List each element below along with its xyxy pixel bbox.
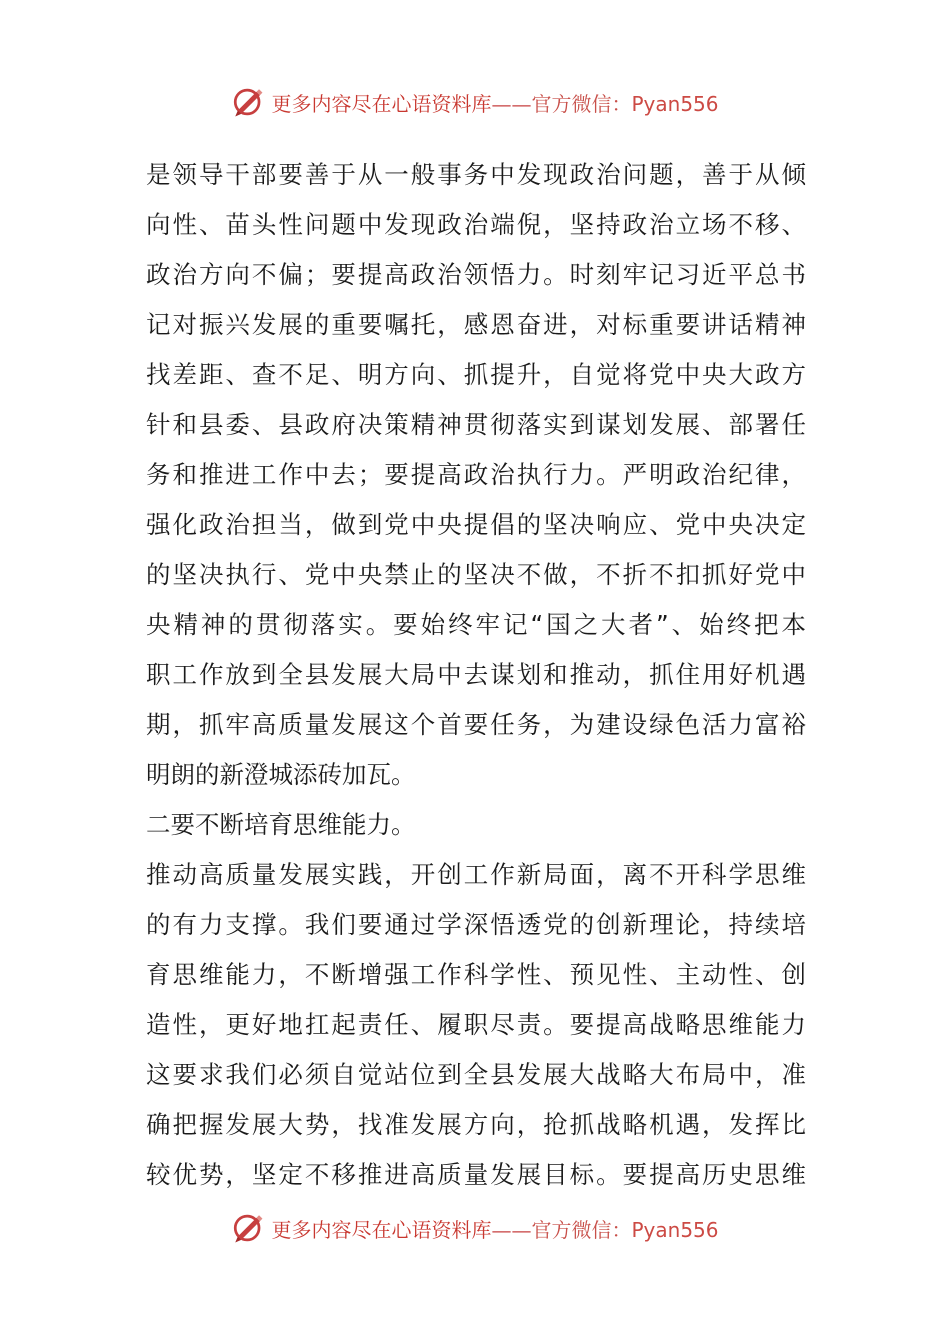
body-line: 推动高质量发展实践，开创工作新局面，离不开科学思维 xyxy=(146,860,806,889)
body-line: 的坚决执行、党中央禁止的坚决不做，不折不扣抓好党中 xyxy=(146,560,806,589)
footer-banner-text xyxy=(271,1214,718,1243)
body-line: 政治方向不偏；要提高政治领悟力。时刻牢记习近平总书 xyxy=(146,260,806,289)
footer-brand-text: 更多内容尽在心语资料库 xyxy=(271,1217,492,1242)
header-banner-text xyxy=(271,88,718,117)
header-wechat-label: 官方微信： xyxy=(531,91,632,116)
body-line: 造性，更好地扛起责任、履职尽责。要提高战略思维能力 xyxy=(146,1010,806,1039)
body-line: 的有力支撑。我们要通过学深悟透党的创新理论，持续培 xyxy=(146,910,806,939)
body-line: 务和推进工作中去；要提高政治执行力。严明政治纪律， xyxy=(146,460,806,489)
pen-circle-logo-icon xyxy=(231,85,265,119)
body-line: 明朗的新澄城添砖加瓦。 xyxy=(146,760,416,789)
header-separator: —— xyxy=(491,91,532,116)
body-line: 职工作放到全县发展大局中去谋划和推动，抓住用好机遇 xyxy=(146,660,806,689)
header-wechat-account: Pyan556 xyxy=(631,91,719,116)
footer-banner xyxy=(0,1208,950,1248)
footer-separator: —— xyxy=(491,1217,532,1242)
body-line: 期，抓牢高质量发展这个首要任务，为建设绿色活力富裕 xyxy=(146,710,806,739)
body-line: 央精神的贯彻落实。要始终牢记“国之大者”、始终把本 xyxy=(146,610,806,639)
body-line: 是领导干部要善于从一般事务中发现政治问题，善于从倾 xyxy=(146,160,806,189)
header-banner xyxy=(0,82,950,122)
footer-wechat-account: Pyan556 xyxy=(631,1217,719,1242)
section-heading: 二要不断培育思维能力。 xyxy=(146,810,416,839)
header-brand-text: 更多内容尽在心语资料库 xyxy=(271,91,492,116)
body-line: 向性、苗头性问题中发现政治端倪，坚持政治立场不移、 xyxy=(146,210,806,239)
body-line: 强化政治担当，做到党中央提倡的坚决响应、党中央决定 xyxy=(146,510,806,539)
body-line: 针和县委、县政府决策精神贯彻落实到谋划发展、部署任 xyxy=(146,410,806,439)
document-body xyxy=(146,150,806,1200)
footer-wechat-label: 官方微信： xyxy=(531,1217,632,1242)
body-line: 记对振兴发展的重要嘱托，感恩奋进，对标重要讲话精神 xyxy=(146,310,806,339)
pen-circle-logo-icon xyxy=(231,1211,265,1245)
body-line: 育思维能力，不断增强工作科学性、预见性、主动性、创 xyxy=(146,960,806,989)
body-line: 确把握发展大势，找准发展方向，抢抓战略机遇，发挥比 xyxy=(146,1110,806,1139)
body-line: 这要求我们必须自觉站位到全县发展大战略大布局中，准 xyxy=(146,1060,806,1089)
body-line: 找差距、查不足、明方向、抓提升，自觉将党中央大政方 xyxy=(146,360,806,389)
body-line: 较优势，坚定不移推进高质量发展目标。要提高历史思维 xyxy=(146,1160,806,1189)
